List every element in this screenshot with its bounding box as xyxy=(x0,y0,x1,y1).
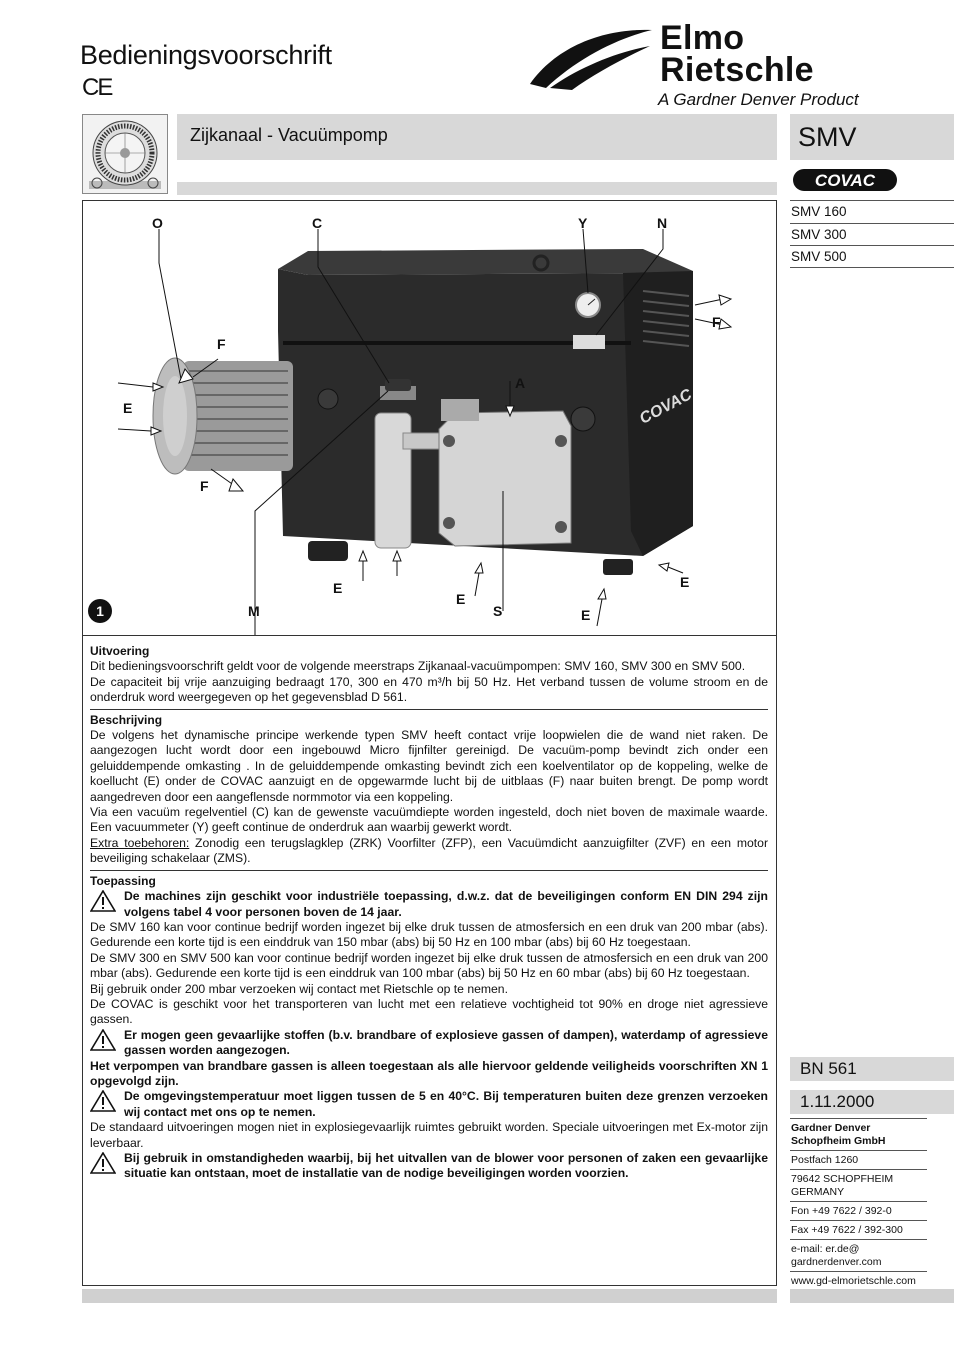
paragraph: Dit bedieningsvoorschrift geldt voor de volgende meerstraps Zijkanaal-vacuümpompen: SMV 160, SMV 300 en SMV 500. xyxy=(90,659,746,674)
pump-thumbnail-icon xyxy=(82,114,168,194)
figure-number: 1 xyxy=(88,599,112,623)
warning-triangle-icon xyxy=(90,1151,124,1178)
extra-accessories-text: Zonodig een terugslagklep (ZRK) Voorfilter (ZFP), een Vacuümdicht aanzuigfilter (ZVF) en een motor beveiliging schakelaar (ZMS). xyxy=(90,835,769,866)
warning-block xyxy=(90,1151,768,1182)
warning-text: De omgevingstemperatuur moet liggen tussen de 5 en 40°C. Bij temperaturen buiten deze grenzen verzoeken wij contact met ons op te nemen. xyxy=(124,1089,768,1119)
paragraph: De capaciteit bij vrije aanzuiging bedraagt 170, 300 en 470 m³/h bij 50 Hz. Het verband tussen de volume stroom en de onderdruk word weergegeven op het gegevensblad D 561. xyxy=(90,674,768,705)
paragraph-extra-accessories xyxy=(90,836,768,867)
postfach: Postfach 1260 xyxy=(790,1150,927,1169)
email-line[interactable]: gardnerdenver.com xyxy=(791,1256,882,1268)
model-item: SMV 300 xyxy=(790,223,954,246)
text-sections xyxy=(90,644,768,1188)
paragraph: De COVAC is geschikt voor het transporteren van lucht met een relatieve vochtigheid tot 90% en droge niet agressieve gassen. xyxy=(90,996,768,1027)
warning-block xyxy=(90,889,768,920)
figure-label-n: N xyxy=(657,215,668,231)
warning-triangle-icon xyxy=(90,1028,124,1055)
model-item: SMV 160 xyxy=(790,200,954,223)
model-list xyxy=(790,200,954,268)
svg-text:COVAC: COVAC xyxy=(636,386,695,428)
document-title: Bedieningsvoorschrift xyxy=(80,40,332,70)
document-subtitle: Zijkanaal - Vacuümpomp xyxy=(190,125,388,145)
address-country: GERMANY xyxy=(791,1186,845,1198)
figure-label-f-right: F xyxy=(712,314,721,330)
extra-accessories-label: Extra toebehoren: xyxy=(90,835,190,850)
warning-text: Bij gebruik in omstandigheden waarbij, bij het uitvallen van de blower voor personen of zaken een gevaarlijke situatie kan ontstaan, moet de installatie van de nodige beveiligingen worden voorzien. xyxy=(124,1151,768,1181)
figure-label-e-3: E xyxy=(581,607,591,623)
company-line: Schopfheim GmbH xyxy=(791,1135,886,1147)
warning-text: De machines zijn geschikt voor industriële toepassing, d.w.z. dat de beveiligingen conform EN DIN 294 zijn volgens tabel 4 voor personen boven de 14 jaar. xyxy=(124,889,768,919)
figure-label-y: Y xyxy=(578,215,588,231)
section-heading: Toepassing xyxy=(90,873,156,888)
header-divider-band xyxy=(177,182,777,195)
figure-label-m: M xyxy=(248,603,260,619)
elmo-rietschle-logo-swoosh xyxy=(528,24,654,90)
figure-label-e-4: E xyxy=(680,574,690,590)
paragraph: Bij gebruik onder 200 mbar verzoeken wij contact met Rietschle op te nemen. xyxy=(90,981,508,996)
address xyxy=(790,1169,927,1201)
document-date: 1.11.2000 xyxy=(800,1092,875,1111)
figure-label-e-1: E xyxy=(333,580,343,596)
paragraph: De SMV 160 kan voor continue bedrijf worden ingezet bij elke druk tussen de atmosfersich en een druk van 200 mbar (abs). Gedurende een korte tijd is een einddruk van 150 mbar (abs) bij 50 Hz en 100 mbar (abs) bij 60 Hz toegestaan. xyxy=(90,919,768,950)
document-number: BN 561 xyxy=(800,1059,857,1078)
warning-triangle-icon xyxy=(90,1089,124,1116)
warning-block xyxy=(90,1028,768,1059)
warning-text: Er mogen geen gevaarlijke stoffen (b.v. brandbare of explosieve gassen of dampen), waterdamp of agressieve gassen worden aangezogen. xyxy=(124,1027,768,1058)
email-line[interactable]: e-mail: er.de@ xyxy=(791,1243,860,1255)
figure-label-e-left: E xyxy=(123,400,133,416)
brand-name-line1: Elmo xyxy=(660,19,745,57)
paragraph: De volgens het dynamische principe werkende typen SMV heeft contact vrije loopwielen die de wand niet raken. De aangezogen lucht wordt door een ingebouwd Micro fijnfilter gereinigd. De vacuüm-pomp bevindt zich onder een geluiddempende omkasting . In de geluiddempende omkasting bevindt zich een koelventilator op de koppeling, welke de koellucht (E) onder de COVAC aanzuigt en de opgewarmde lucht bij de uitblaas (F) naar buiten brengt. De pomp wordt aangedreven door een aangeflensde normmotor via een koppeling. xyxy=(90,728,768,804)
paragraph: Via een vacuüm regelventiel (C) kan de gewenste vacuümdiepte worden ingesteld, doch niet boven de maximale waarde. Een vacuummeter (Y) geeft continue de onderdruk aan waarbij gewerkt wordt. xyxy=(90,805,768,835)
section-beschrijving xyxy=(90,713,768,871)
paragraph: De SMV 300 en SMV 500 kan voor continue bedrijf worden ingezet bij elke druk tussen de atmosfersich en een druk van 200 mbar (abs). Gedurende een korte tijd is een einddruk van 100 mbar (abs) bij 50 Hz en 60 mbar (abs) bij 60 Hz toegestaan. xyxy=(90,950,768,981)
footer-band-right xyxy=(790,1289,954,1303)
section-toepassing xyxy=(90,874,768,1185)
figure-label-f-top: F xyxy=(217,336,226,352)
warning-block xyxy=(90,1089,768,1120)
figure-label-f-bottom: F xyxy=(200,478,209,494)
covac-logo-text: COVAC xyxy=(814,171,876,190)
section-heading: Beschrijving xyxy=(90,712,163,727)
model-item: SMV 500 xyxy=(790,245,954,268)
figure-label-a: A xyxy=(515,375,526,391)
fax: Fax +49 7622 / 392-300 xyxy=(790,1220,927,1239)
figure-label-e-2: E xyxy=(456,591,466,607)
series-label: SMV xyxy=(798,122,857,152)
warning-triangle-icon xyxy=(90,889,124,916)
contact-block xyxy=(790,1118,927,1291)
company-name xyxy=(790,1118,927,1150)
brand-name-line2: Rietschle xyxy=(660,51,814,89)
paragraph-bold: Het verpompen van brandbare gassen is alleen toegestaan als alle hiervoor geldende veiligheids voorschriften XN 1 opgevolgd zijn. xyxy=(90,1058,768,1088)
email[interactable] xyxy=(790,1239,927,1271)
figure-label-s: S xyxy=(493,603,503,619)
section-uitvoering xyxy=(90,644,768,710)
paragraph: De standaard uitvoeringen mogen niet in explosiegevaarlijk ruimtes gebruikt worden. Speciale uitvoeringen met Ex-motor zijn leverbaar. xyxy=(90,1120,768,1150)
figure-label-o: O xyxy=(152,215,163,231)
ce-mark: CE xyxy=(82,74,112,101)
figure-label-c: C xyxy=(312,215,323,231)
address-city: 79642 SCHOPFHEIM xyxy=(791,1173,894,1185)
website-link[interactable]: www.gd-elmorietschle.com xyxy=(790,1271,927,1291)
footer-band xyxy=(82,1289,777,1303)
company-line: Gardner Denver xyxy=(791,1122,871,1134)
phone: Fon +49 7622 / 392-0 xyxy=(790,1201,927,1220)
pump-illustration xyxy=(83,201,776,635)
brand-tagline: A Gardner Denver Product xyxy=(658,90,859,109)
section-heading: Uitvoering xyxy=(90,644,150,658)
covac-logo xyxy=(792,166,898,194)
